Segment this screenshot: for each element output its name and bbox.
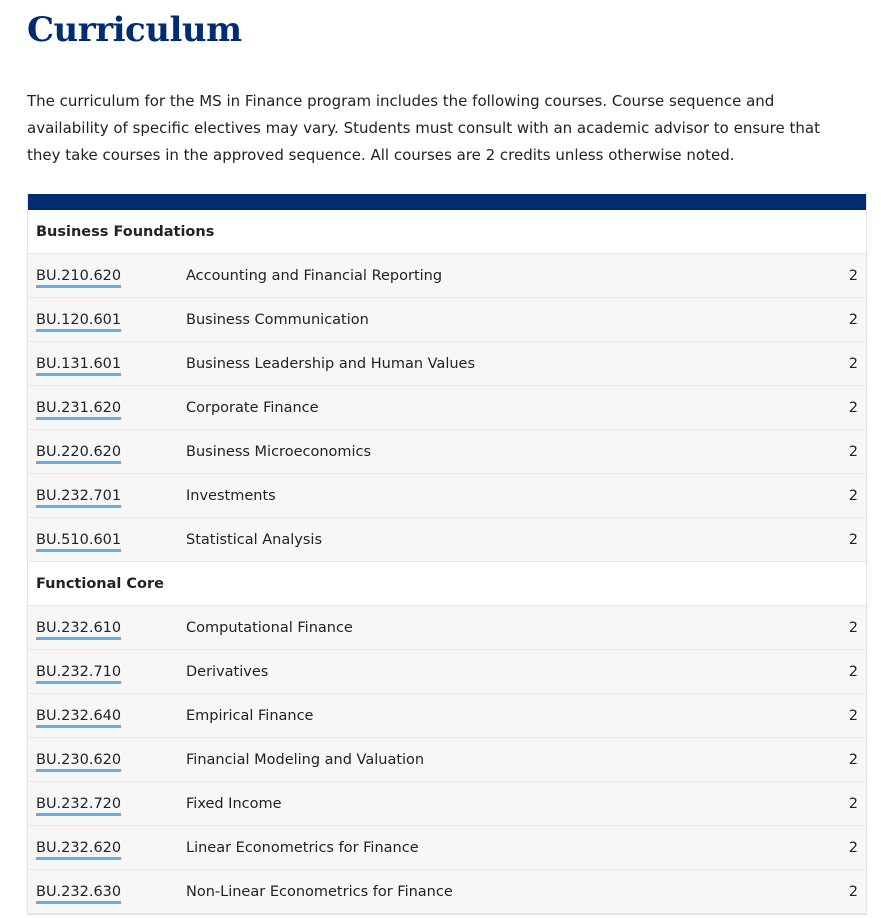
page-title: Curriculum bbox=[27, 10, 242, 50]
course-code-link[interactable]: BU.131.601 bbox=[36, 355, 121, 376]
course-row bbox=[28, 606, 866, 650]
course-credits: 2 bbox=[848, 708, 858, 724]
table-header-bar bbox=[28, 194, 866, 210]
course-name: Business Communication bbox=[186, 312, 369, 328]
course-name: Business Microeconomics bbox=[186, 444, 372, 460]
course-code-link[interactable]: BU.232.610 bbox=[36, 619, 121, 640]
intro-paragraph: The curriculum for the MS in Finance program includes the following courses. Course sequence and availability of specific electives may vary. Students must consult with an academic advisor to ensure that they take courses in the approved sequence. All courses are 2 credits unless otherwise noted. bbox=[27, 92, 820, 164]
course-credits: 2 bbox=[848, 532, 858, 548]
course-credits: 2 bbox=[848, 400, 858, 416]
course-name: Derivatives bbox=[186, 664, 269, 680]
course-code-link[interactable]: BU.232.630 bbox=[36, 883, 121, 904]
course-credits: 2 bbox=[848, 840, 858, 856]
course-code-link[interactable]: BU.210.620 bbox=[36, 267, 121, 288]
course-row bbox=[28, 650, 866, 694]
course-credits: 2 bbox=[848, 664, 858, 680]
course-name: Empirical Finance bbox=[186, 708, 314, 724]
course-row bbox=[28, 694, 866, 738]
course-row bbox=[28, 782, 866, 826]
course-row bbox=[28, 254, 866, 298]
course-row bbox=[28, 474, 866, 518]
course-code-link[interactable]: BU.510.601 bbox=[36, 531, 121, 552]
course-row bbox=[28, 738, 866, 782]
course-code-link[interactable]: BU.231.620 bbox=[36, 399, 121, 420]
course-code-link[interactable]: BU.230.620 bbox=[36, 751, 121, 772]
course-name: Fixed Income bbox=[186, 796, 282, 812]
course-credits: 2 bbox=[848, 884, 858, 900]
course-name: Financial Modeling and Valuation bbox=[186, 752, 425, 768]
course-name: Computational Finance bbox=[186, 620, 353, 636]
course-name: Business Leadership and Human Values bbox=[186, 356, 476, 372]
course-name: Accounting and Financial Reporting bbox=[186, 268, 443, 284]
course-credits: 2 bbox=[848, 444, 858, 460]
course-row bbox=[28, 870, 866, 914]
course-code-link[interactable]: BU.120.601 bbox=[36, 311, 121, 332]
course-code-link[interactable]: BU.232.710 bbox=[36, 663, 121, 684]
course-code-link[interactable]: BU.220.620 bbox=[36, 443, 121, 464]
section-title: Functional Core bbox=[36, 575, 165, 592]
course-credits: 2 bbox=[848, 356, 858, 372]
course-name: Non-Linear Econometrics for Finance bbox=[186, 884, 453, 900]
course-credits: 2 bbox=[848, 268, 858, 284]
course-row bbox=[28, 298, 866, 342]
course-credits: 2 bbox=[848, 312, 858, 328]
course-code-link[interactable]: BU.232.720 bbox=[36, 795, 121, 816]
section-header-business-foundations bbox=[28, 210, 866, 254]
course-code-link[interactable]: BU.232.620 bbox=[36, 839, 121, 860]
curriculum-table bbox=[27, 194, 867, 915]
course-row bbox=[28, 430, 866, 474]
course-row bbox=[28, 386, 866, 430]
course-credits: 2 bbox=[848, 620, 858, 636]
course-row bbox=[28, 342, 866, 386]
course-code-link[interactable]: BU.232.701 bbox=[36, 487, 121, 508]
course-name: Corporate Finance bbox=[186, 400, 319, 416]
section-header-functional-core bbox=[28, 562, 866, 606]
course-row bbox=[28, 826, 866, 870]
course-row bbox=[28, 518, 866, 562]
course-name: Statistical Analysis bbox=[186, 532, 322, 548]
course-name: Linear Econometrics for Finance bbox=[186, 840, 419, 856]
course-credits: 2 bbox=[848, 488, 858, 504]
section-title: Business Foundations bbox=[36, 223, 215, 240]
course-name: Investments bbox=[186, 488, 276, 504]
course-code-link[interactable]: BU.232.640 bbox=[36, 707, 121, 728]
course-credits: 2 bbox=[848, 796, 858, 812]
course-credits: 2 bbox=[848, 752, 858, 768]
